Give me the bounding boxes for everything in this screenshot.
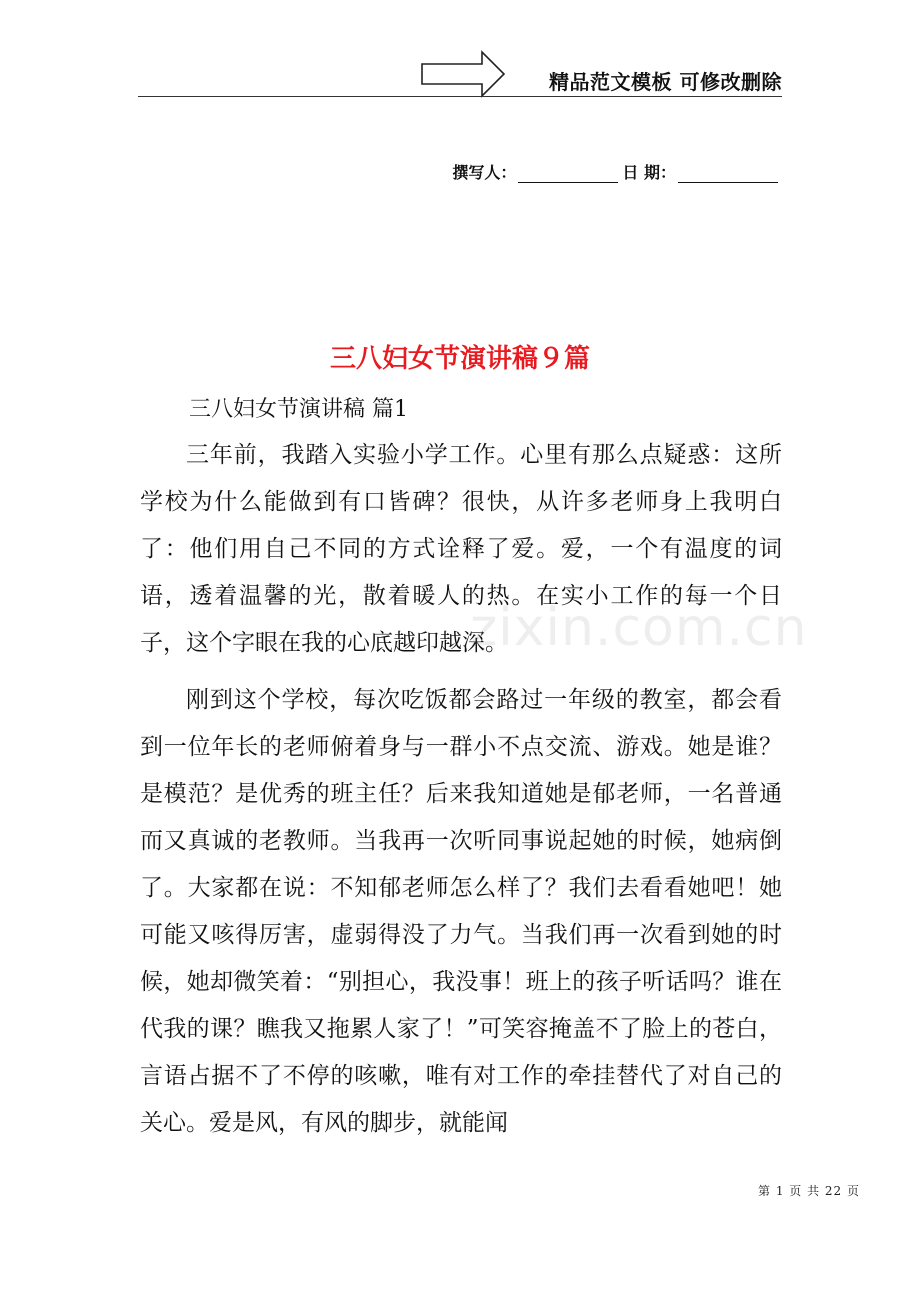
document-title: 三八妇女节演讲稿９篇 [329,344,590,374]
paragraph: 刚到这个学校，每次吃饭都会路过一年级的教室，都会看到一位年长的老师俯着身与一群小不点交流、游戏。她是谁？是模范？是优秀的班主任？后来我知道她是郁老师，一名普通而又真诚的老教师。当我再一次听同事说起她的时候，她病倒了。大家都在说：不知郁老师怎么样了？我们去看看她吧！她可能又咳得厉害，虚弱得没了力气。当我们再一次看到她的时候，她却微笑着：“别担心，我没事！班上的孩子听话吗？谁在代我的课？瞧我又拖累人家了！”可笑容掩盖不了脸上的苍白，言语占据不了不停的咳嗽，唯有对工作的牵挂替代了对自己的关心。爱是风，有风的脚步，就能闻 [140,687,782,1136]
paragraph: 三年前，我踏入实验小学工作。心里有那么点疑惑：这所学校为什么能做到有口皆碑？很快，从许多老师身上我明白了：他们用自己不同的方式诠释了爱。爱，一个有温度的词语，透着温馨的光，散着暖人的热。在实小工作的每一个日子，这个字眼在我的心底越印越深。 [140,442,782,656]
header-divider [138,96,782,97]
date-label: 日 期： [622,163,676,182]
section-heading: 三八妇女节演讲稿 篇1 [189,397,408,422]
author-label: 撰写人： [452,163,517,182]
header-banner: 精品范文模板 可修改删除 [549,70,782,94]
date-blank [678,164,778,183]
document-body [140,432,782,1157]
author-blank [518,164,618,183]
meta-line [452,160,782,183]
page-number: 第 1 页 共 22 页 [758,1184,860,1198]
watermark: zixin.com.cn [470,598,808,658]
arrow-right-icon [420,50,506,98]
